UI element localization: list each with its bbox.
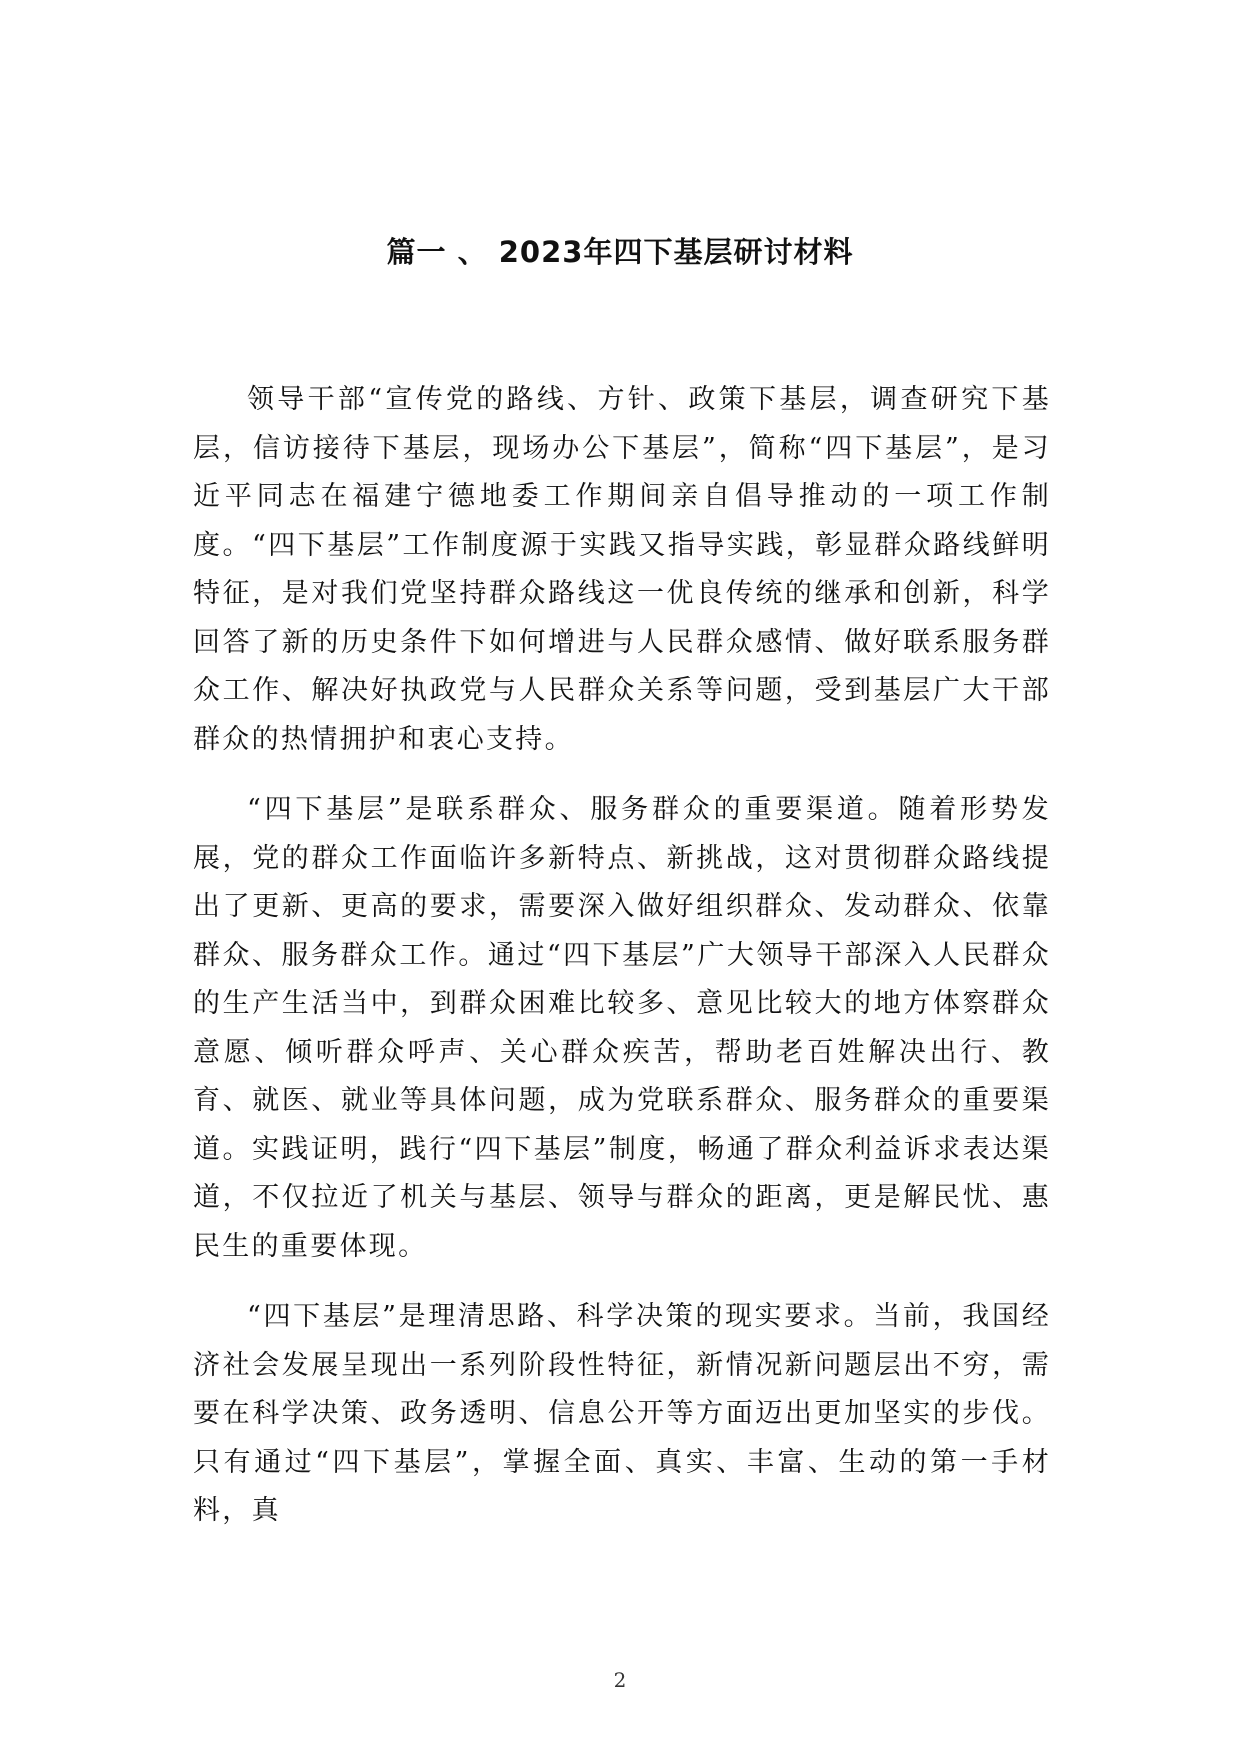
document-body: [193, 376, 1051, 1558]
paragraph-2: “四下基层”是联系群众、服务群众的重要渠道。随着形势发展，党的群众工作面临许多新特点、新挑战，这对贯彻群众路线提出了更新、更高的要求，需要深入做好组织群众、发动群众、依靠群众、服务群众工作。通过“四下基层”广大领导干部深入人民群众的生产生活当中，到群众困难比较多、意见比较大的地方体察群众意愿、倾听群众呼声、关心群众疾苦，帮助老百姓解决出行、教育、就医、就业等具体问题，成为党联系群众、服务群众的重要渠道。实践证明，践行“四下基层”制度，畅通了群众利益诉求表达渠道，不仅拉近了机关与基层、领导与群众的距离，更是解民忧、惠民生的重要体现。: [193, 794, 1051, 1262]
page-number: 2: [613, 1668, 627, 1692]
document-title: 篇一 、 2023年四下基层研讨材料: [386, 235, 854, 269]
paragraph-3: “四下基层”是理清思路、科学决策的现实要求。当前，我国经济社会发展呈现出一系列阶段性特征，新情况新问题层出不穷，需要在科学决策、政务透明、信息公开等方面迈出更加坚实的步伐。只有通过“四下基层”，掌握全面、真实、丰富、生动的第一手材料，真: [193, 1301, 1051, 1526]
paragraph-1: 领导干部“宣传党的路线、方针、政策下基层，调查研究下基层，信访接待下基层，现场办公下基层”，简称“四下基层”，是习近平同志在福建宁德地委工作期间亲自倡导推动的一项工作制度。“四下基层”工作制度源于实践又指导实践，彰显群众路线鲜明特征，是对我们党坚持群众路线这一优良传统的继承和创新，科学回答了新的历史条件下如何增进与人民群众感情、做好联系服务群众工作、解决好执政党与人民群众关系等问题，受到基层广大干部群众的热情拥护和衷心支持。: [193, 384, 1051, 755]
